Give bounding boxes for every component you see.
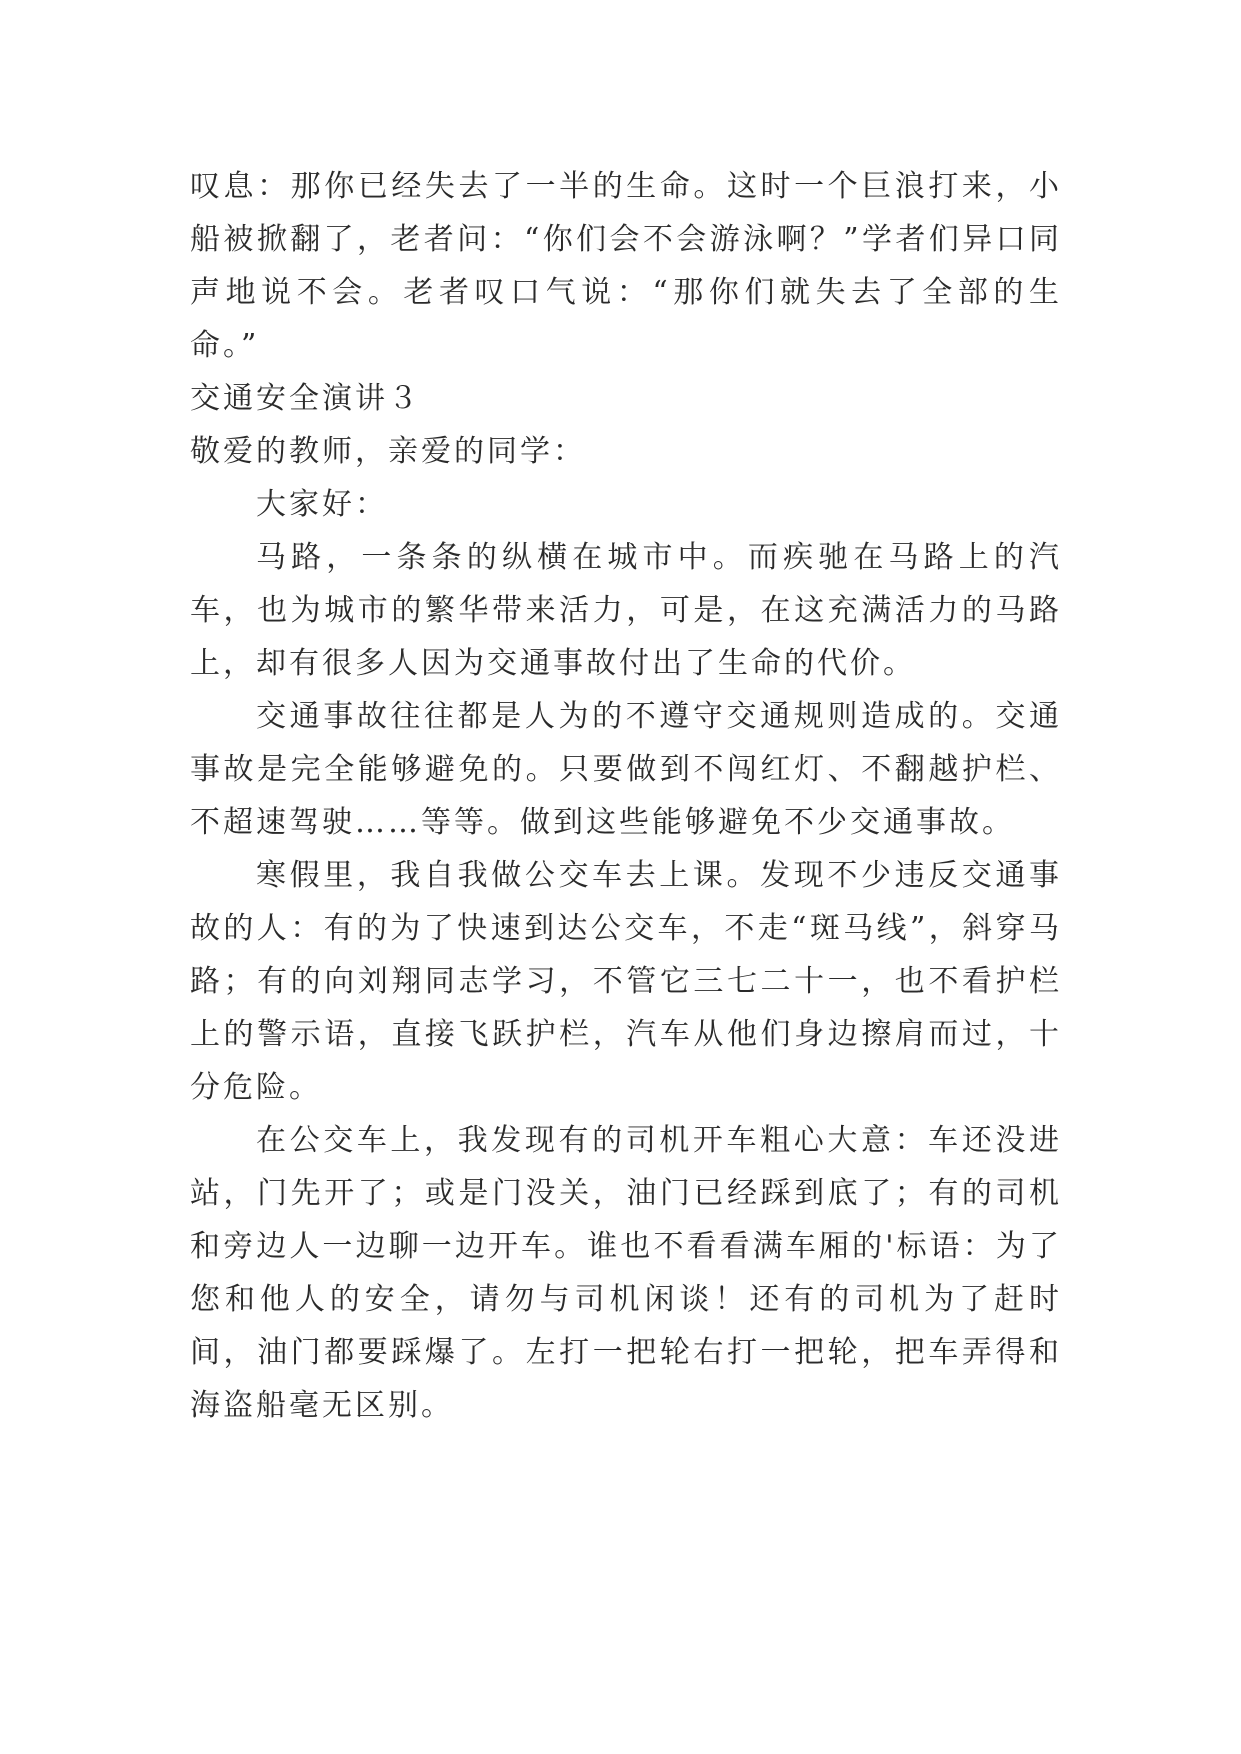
greeting: 大家好： — [256, 487, 388, 522]
paragraph-road: 马路，一条条的纵横在城市中。而疾驰在马路上的汽车，也为城市的繁华带来活力，可是，在这充满活力的马路上，却有很多人因为交通事故付出了生命的代价。 — [190, 540, 1062, 681]
paragraph-winter-break: 寒假里，我自我做公交车去上课。发现不少违反交通事故的人：有的为了快速到达公交车，不走“斑马线”，斜穿马路；有的向刘翔同志学习，不管它三七二十一，也不看护栏上的警示语，直接飞跃护栏，汽车从他们身边擦肩而过，十分危险。 — [190, 858, 1062, 1105]
paragraph-continuation: 叹息：那你已经失去了一半的生命。这时一个巨浪打来，小船被掀翻了，老者问：“你们会不会游泳啊？”学者们异口同声地说不会。老者叹口气说：“那你们就失去了全部的生命。” — [190, 169, 1062, 363]
document-body — [190, 160, 1062, 1432]
paragraph-bus-drivers: 在公交车上，我发现有的司机开车粗心大意：车还没进站，门先开了；或是门没关，油门已经踩到底了；有的司机和旁边人一边聊一边开车。谁也不看看满车厢的'标语：为了您和他人的安全，请勿与司机闲谈！还有的司机为了赶时间，油门都要踩爆了。左打一把轮右打一把轮，把车弄得和海盗船毫无区别。 — [190, 1123, 1062, 1423]
paragraph-accidents: 交通事故往往都是人为的不遵守交通规则造成的。交通事故是完全能够避免的。只要做到不闯红灯、不翻越护栏、不超速驾驶……等等。做到这些能够避免不少交通事故。 — [190, 699, 1062, 840]
salutation: 敬爱的教师，亲爱的同学： — [190, 434, 586, 469]
section-heading: 交通安全演讲３ — [190, 381, 421, 416]
